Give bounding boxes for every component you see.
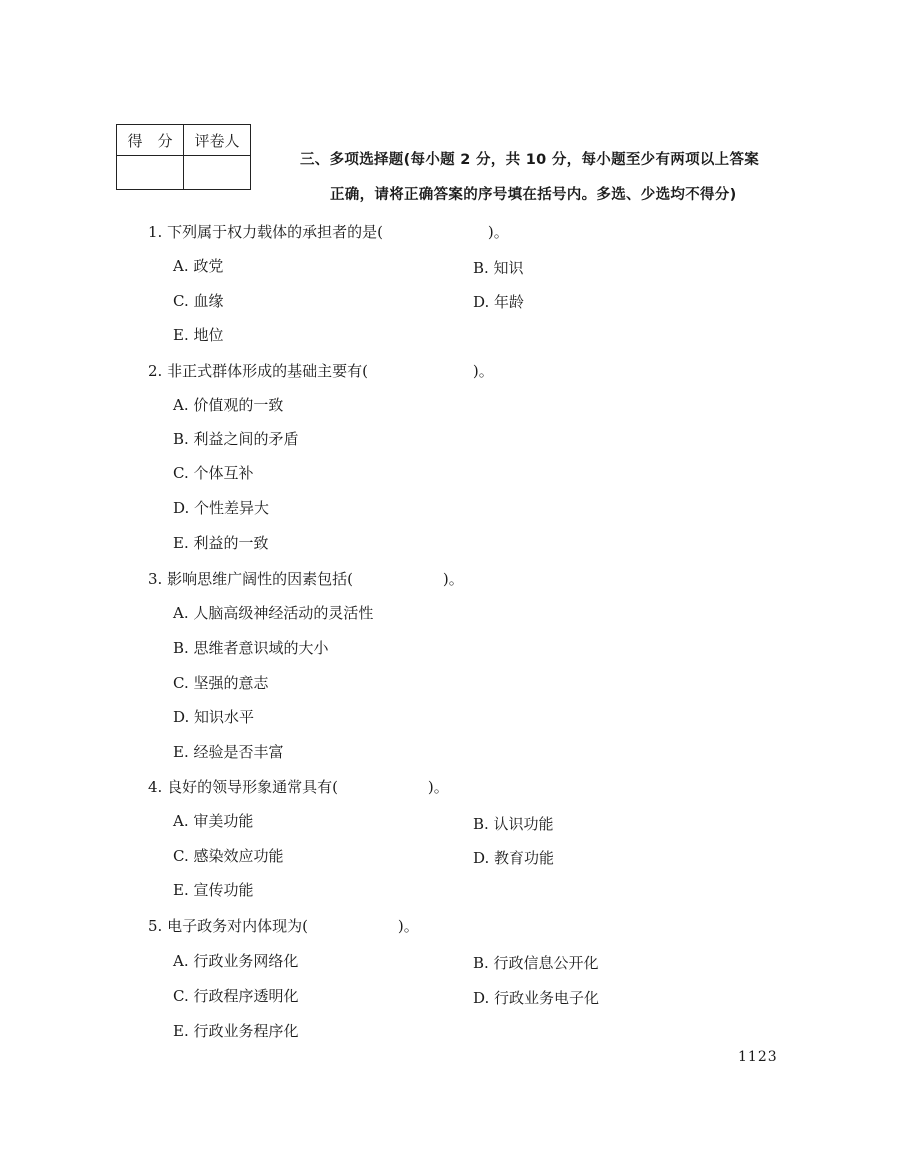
- question-1-option-a: A. 政党: [173, 257, 224, 275]
- question-2-option-a: A. 价值观的一致: [173, 396, 284, 414]
- question-2-option-b: B. 利益之间的矛盾: [173, 430, 299, 448]
- question-5-stem: 5. 电子政务对内体现为( )。: [148, 917, 419, 935]
- question-4-option-c: C. 感染效应功能: [173, 847, 284, 865]
- question-2-option-e: E. 利益的一致: [173, 534, 269, 552]
- question-5-option-a: A. 行政业务网络化: [173, 952, 299, 970]
- question-3-option-c: C. 坚强的意志: [173, 674, 269, 692]
- question-3-option-a: A. 人脑高级神经活动的灵活性: [173, 604, 374, 622]
- section-title: 三、多项选择题(每小题 2 分，共 10 分，每小题至少有两项以上答案: [300, 152, 760, 168]
- question-1-option-b: B. 知识: [473, 259, 524, 277]
- question-1-option-c: C. 血缘: [173, 292, 224, 310]
- section-instructions: 正确，请将正确答案的序号填在括号内。多选、少选均不得分): [330, 187, 737, 203]
- question-3-option-b: B. 思维者意识域的大小: [173, 639, 329, 657]
- question-3-option-e: E. 经验是否丰富: [173, 743, 284, 761]
- question-1-option-e: E. 地位: [173, 326, 224, 344]
- question-3-stem: 3. 影响思维广阔性的因素包括( )。: [148, 570, 464, 588]
- grader-header: 评卷人: [184, 125, 251, 156]
- score-header: 得 分: [117, 125, 184, 156]
- question-5-option-b: B. 行政信息公开化: [473, 954, 599, 972]
- question-2-stem: 2. 非正式群体形成的基础主要有( )。: [148, 362, 494, 380]
- question-4-stem: 4. 良好的领导形象通常具有( )。: [148, 778, 449, 796]
- grader-cell: [184, 156, 251, 190]
- question-4-option-d: D. 教育功能: [473, 849, 555, 867]
- question-4-option-b: B. 认识功能: [473, 815, 554, 833]
- question-4-option-e: E. 宣传功能: [173, 881, 254, 899]
- question-5-option-c: C. 行政程序透明化: [173, 987, 299, 1005]
- question-5-option-d: D. 行政业务电子化: [473, 989, 600, 1007]
- question-4-option-a: A. 审美功能: [173, 812, 254, 830]
- score-cell: [117, 156, 184, 190]
- page-number: 1123: [738, 1049, 778, 1065]
- question-1-option-d: D. 年龄: [473, 293, 525, 311]
- question-1-stem: 1. 下列属于权力载体的承担者的是( )。: [148, 223, 509, 241]
- question-3-option-d: D. 知识水平: [173, 708, 255, 726]
- question-2-option-d: D. 个性差异大: [173, 499, 270, 517]
- question-5-option-e: E. 行政业务程序化: [173, 1022, 299, 1040]
- score-table: [116, 124, 251, 190]
- question-2-option-c: C. 个体互补: [173, 464, 254, 482]
